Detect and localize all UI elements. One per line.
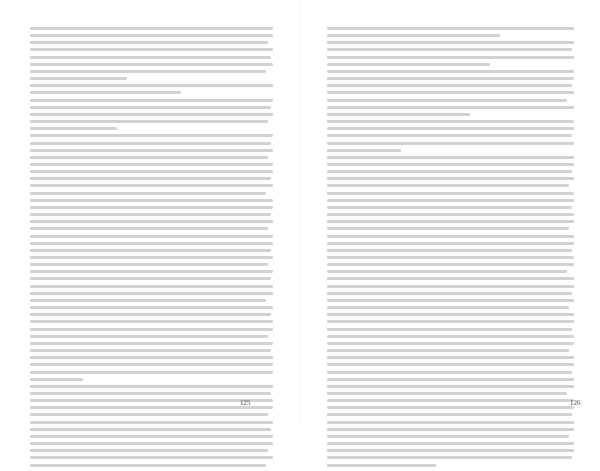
text-line [327, 149, 401, 152]
text-line [327, 220, 574, 223]
text-line [30, 342, 273, 345]
text-line [327, 392, 567, 395]
text-line [327, 292, 572, 295]
text-line [327, 34, 500, 37]
body-text [30, 27, 273, 471]
text-line [327, 177, 574, 180]
text-line [30, 256, 273, 259]
text-line [327, 63, 490, 66]
text-line [327, 306, 569, 309]
text-line [30, 220, 273, 223]
text-line [327, 442, 574, 445]
text-line [327, 206, 572, 209]
text-line [327, 199, 574, 202]
text-line [30, 106, 271, 109]
left-page [0, 0, 300, 424]
text-line [30, 70, 266, 73]
text-line [327, 313, 574, 316]
text-line [327, 399, 574, 402]
text-line [327, 134, 572, 137]
text-line [30, 313, 271, 316]
text-line [327, 328, 572, 331]
text-line [327, 285, 574, 288]
page-number: 125 [240, 399, 251, 407]
text-line [30, 213, 271, 216]
text-line [30, 285, 273, 288]
text-line [30, 363, 273, 366]
text-line [30, 127, 117, 130]
text-line [327, 263, 574, 266]
text-line [327, 421, 574, 424]
text-line [327, 127, 574, 130]
text-line [30, 306, 273, 309]
text-line [30, 385, 273, 388]
text-line [30, 192, 266, 195]
text-line [30, 249, 271, 252]
text-line [327, 106, 574, 109]
text-line [30, 113, 273, 116]
body-text [327, 27, 574, 471]
text-line [30, 149, 273, 152]
text-line [327, 299, 574, 302]
text-line [327, 99, 567, 102]
text-line [327, 84, 572, 87]
text-line [30, 292, 273, 295]
right-page [300, 0, 600, 424]
text-line [30, 27, 273, 30]
text-line [327, 27, 574, 30]
text-line [30, 134, 273, 137]
text-line [327, 464, 436, 467]
text-line [30, 399, 273, 402]
text-line [327, 142, 574, 145]
text-line [327, 335, 574, 338]
text-line [30, 56, 271, 59]
text-line [327, 56, 574, 59]
text-line [30, 299, 266, 302]
text-line [30, 378, 83, 381]
text-line [327, 156, 574, 159]
text-line [30, 428, 271, 431]
text-line [327, 163, 574, 166]
text-line [30, 263, 268, 266]
text-line [327, 227, 569, 230]
text-line [30, 34, 273, 37]
text-line [30, 206, 273, 209]
text-line [30, 170, 273, 173]
text-line [30, 456, 273, 459]
text-line [30, 335, 268, 338]
text-line [327, 378, 574, 381]
text-line [327, 413, 572, 416]
text-line [30, 91, 181, 94]
text-line [30, 184, 273, 187]
text-line [30, 99, 273, 102]
text-line [30, 235, 273, 238]
text-line [30, 413, 268, 416]
text-line [327, 435, 569, 438]
text-line [327, 120, 574, 123]
text-line [30, 142, 271, 145]
text-line [327, 170, 572, 173]
text-line [30, 199, 273, 202]
text-line [327, 184, 569, 187]
text-line [30, 349, 271, 352]
text-line [327, 349, 569, 352]
text-line [30, 392, 271, 395]
text-line [30, 77, 127, 80]
text-line [327, 356, 574, 359]
text-line [30, 63, 273, 66]
text-line [30, 48, 273, 51]
text-line [30, 163, 273, 166]
text-line [327, 363, 574, 366]
text-line [30, 277, 271, 280]
text-line [30, 41, 268, 44]
text-line [327, 235, 574, 238]
text-line [30, 371, 273, 374]
text-line [30, 156, 268, 159]
text-line [30, 356, 273, 359]
text-line [327, 213, 574, 216]
text-line [30, 421, 273, 424]
text-line [327, 270, 567, 273]
text-line [327, 371, 572, 374]
text-line [30, 449, 268, 452]
text-line [327, 456, 572, 459]
text-line [30, 464, 266, 467]
text-line [30, 320, 273, 323]
text-line [327, 91, 574, 94]
text-line [30, 177, 271, 180]
text-line [327, 342, 574, 345]
text-line [30, 406, 273, 409]
text-line [327, 113, 470, 116]
text-line [327, 48, 572, 51]
text-line [30, 442, 273, 445]
text-line [30, 270, 273, 273]
text-line [327, 385, 574, 388]
text-line [327, 192, 574, 195]
text-line [30, 328, 273, 331]
text-line [327, 320, 574, 323]
text-line [327, 449, 574, 452]
page-number: 126 [570, 399, 581, 407]
text-line [327, 428, 574, 431]
text-line [327, 256, 574, 259]
text-line [327, 41, 574, 44]
text-line [327, 242, 574, 245]
text-line [30, 227, 268, 230]
text-line [30, 435, 273, 438]
text-line [30, 242, 273, 245]
text-line [327, 77, 574, 80]
text-line [327, 249, 572, 252]
text-line [327, 406, 574, 409]
text-line [30, 120, 268, 123]
text-line [327, 70, 574, 73]
text-line [30, 84, 273, 87]
text-line [327, 277, 574, 280]
